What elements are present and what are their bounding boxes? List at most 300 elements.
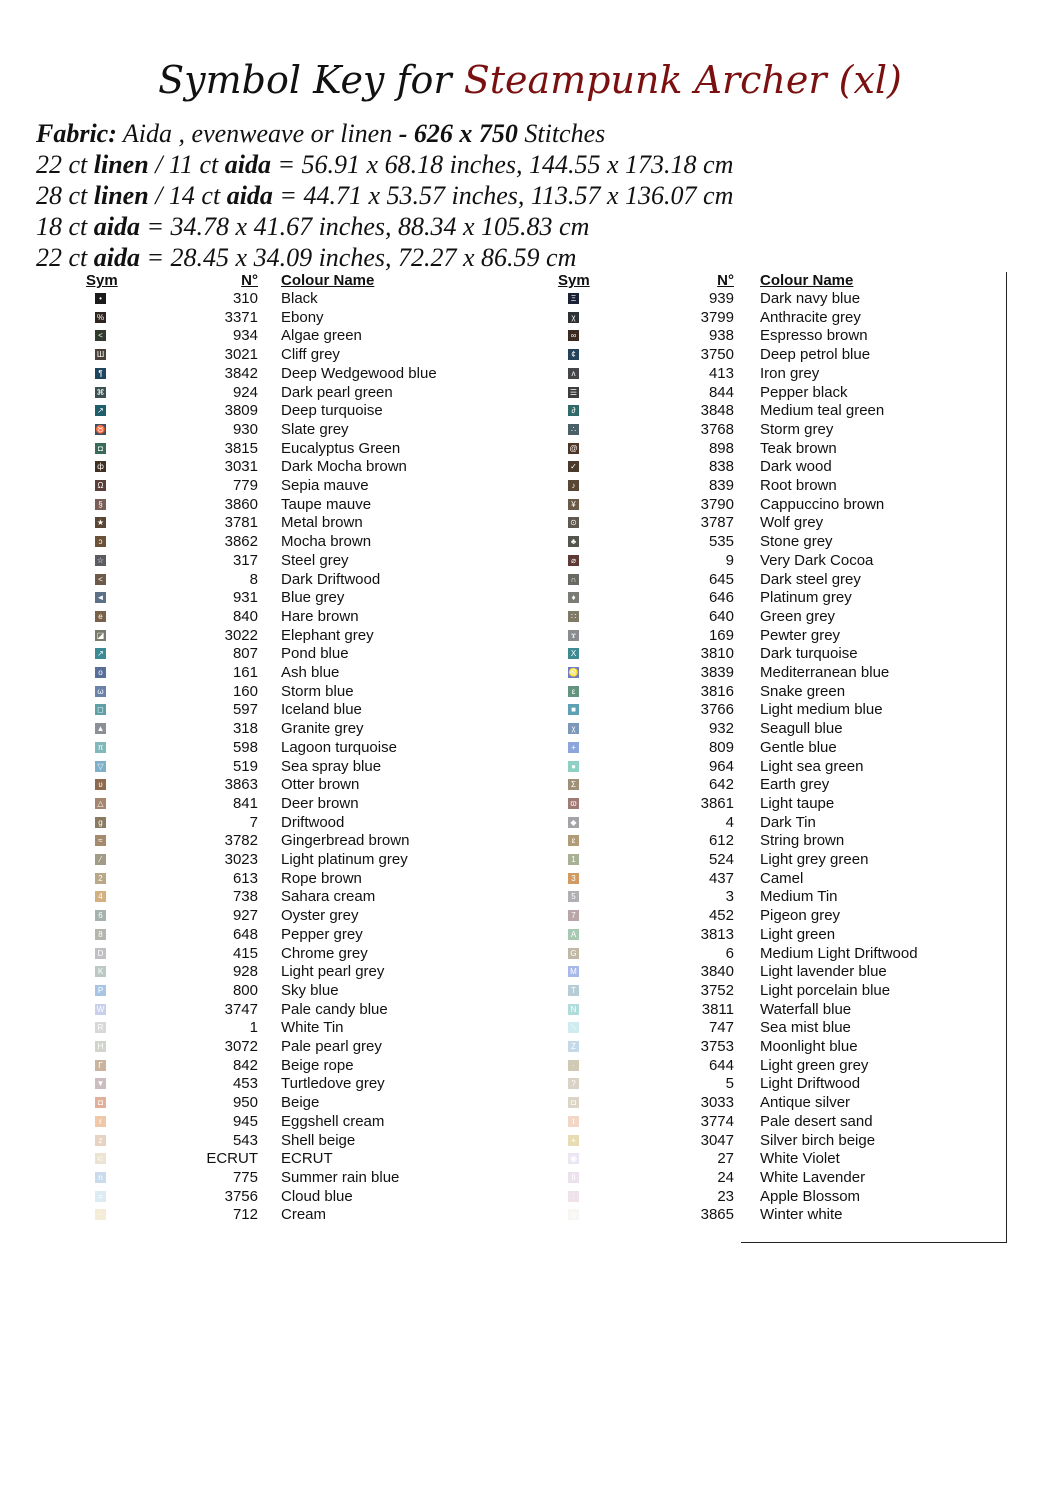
thread-number: 6 [725, 944, 734, 962]
thread-number: 738 [232, 888, 258, 906]
symbol-swatch: + [568, 1135, 579, 1146]
table-border-bottom [741, 1242, 1007, 1243]
colour-name: Pepper grey [281, 925, 363, 943]
thread-number: 640 [708, 607, 734, 625]
colour-name: Light sea green [760, 757, 864, 775]
symbol-swatch: ? [568, 1078, 579, 1089]
symbol-swatch: ¶ [95, 368, 106, 379]
symbol-swatch: ∴ [568, 424, 579, 435]
colour-name: Shell beige [281, 1131, 356, 1149]
thread-number: 5 [725, 1075, 734, 1093]
thread-number: 3031 [224, 458, 258, 476]
list-item [0, 1169, 1060, 1188]
colour-name: Cliff grey [281, 346, 340, 364]
thread-number: 310 [232, 290, 258, 307]
colour-name: Turtledove grey [281, 1075, 385, 1093]
list-item [0, 1206, 1060, 1225]
colour-name: Dark Tin [760, 813, 816, 831]
list-item [0, 384, 1060, 403]
colour-name: Oyster grey [281, 907, 359, 925]
thread-number: 598 [232, 738, 258, 756]
symbol-swatch: t [568, 1116, 579, 1127]
symbol-swatch: ★ [96, 518, 105, 528]
colour-name: White Lavender [760, 1168, 866, 1186]
symbol-swatch: ♪ [568, 480, 579, 491]
colour-name: Medium Light Driftwood [760, 944, 918, 962]
thread-number: 524 [708, 851, 734, 868]
colour-name: Pale candy blue [281, 1000, 388, 1018]
thread-number: 3865 [700, 1206, 734, 1224]
list-item [0, 608, 1060, 627]
colour-name: Light taupe [760, 794, 835, 812]
list-item [0, 1057, 1060, 1076]
thread-number: 3047 [700, 1131, 734, 1149]
page-title [0, 58, 1060, 102]
colour-name: Sea spray blue [281, 757, 382, 775]
colour-name: Dark Driftwood [281, 570, 381, 588]
symbol-swatch: ◘ [95, 443, 106, 454]
colour-name: Sky blue [281, 981, 339, 999]
size-line-22ct-linen: 22 ct linen / 11 ct aida = 56.91 x 68.18 inches, 144.55 x 173.18 cm [36, 150, 734, 179]
thread-number: 747 [708, 1019, 734, 1037]
symbol-swatch: Σ [568, 779, 579, 790]
colour-name: Camel [760, 869, 804, 887]
colour-name: Sepia mauve [281, 477, 369, 494]
thread-number: 642 [708, 776, 734, 794]
list-item [0, 870, 1060, 889]
list-item [0, 814, 1060, 833]
colour-name: ECRUT [281, 1150, 333, 1168]
list-item [0, 720, 1060, 739]
colour-name: Dark steel grey [760, 570, 861, 588]
thread-number: 779 [232, 477, 258, 494]
symbol-swatch: K [95, 966, 106, 977]
symbol-swatch: 5 [568, 891, 579, 902]
symbol-swatch: R [95, 1022, 106, 1033]
list-item [0, 440, 1060, 459]
thread-number: 3799 [700, 308, 734, 326]
symbol-swatch: ·· [95, 1209, 106, 1220]
thread-number: 3842 [224, 364, 258, 382]
symbol-swatch: z [95, 1135, 106, 1146]
colour-name: Ebony [281, 308, 324, 326]
list-item [0, 346, 1060, 365]
symbol-swatch: ɔ [95, 536, 106, 547]
colour-name: Light porcelain blue [760, 981, 891, 999]
colour-name: Silver birch beige [760, 1131, 876, 1149]
symbol-swatch: r [95, 1116, 106, 1127]
colour-name: Light green [760, 925, 836, 943]
colour-name: Pigeon grey [760, 907, 841, 925]
thread-number: 317 [232, 551, 258, 569]
thread-number: 27 [717, 1150, 734, 1168]
symbol-swatch: ≈ [95, 835, 106, 846]
symbol-swatch: ¥ [568, 499, 579, 510]
symbol-swatch: % [96, 312, 105, 322]
colour-name: Dark pearl green [281, 383, 393, 401]
colour-name: Pewter grey [760, 626, 841, 644]
thread-number: 712 [232, 1206, 258, 1224]
list-item [0, 1075, 1060, 1094]
colour-name: Cream [281, 1206, 327, 1224]
thread-number: 964 [708, 757, 734, 775]
thread-number: 3839 [700, 664, 734, 681]
thread-number: ECRUT [206, 1150, 258, 1168]
list-item [0, 982, 1060, 1001]
colour-name: Deep petrol blue [760, 346, 871, 364]
colour-name: Metal brown [281, 514, 363, 532]
colour-name: Apple Blossom [760, 1187, 861, 1205]
thread-number: 3750 [700, 346, 734, 364]
colour-name: Dark turquoise [760, 645, 858, 663]
thread-number: 3811 [701, 1000, 734, 1018]
colour-name: Taupe mauve [281, 495, 372, 513]
list-item [0, 552, 1060, 571]
symbol-swatch: ▼ [96, 1079, 105, 1089]
symbol-swatch: 3 [568, 873, 579, 884]
colour-name: Otter brown [281, 776, 360, 794]
list-item [0, 533, 1060, 552]
list-item [0, 327, 1060, 346]
colour-name: Mocha brown [281, 533, 372, 551]
thread-number: 3023 [224, 851, 258, 868]
colour-name: Storm blue [281, 682, 354, 700]
thread-number: 318 [232, 720, 258, 738]
colour-name: Hare brown [281, 607, 359, 625]
thread-number: 646 [708, 589, 734, 607]
colour-name: Light green grey [760, 1056, 869, 1074]
right-header-num: N° [717, 272, 734, 289]
pattern-name: Steampunk Archer (xl) [463, 58, 902, 102]
symbol-swatch: ● [568, 761, 579, 772]
colour-name: Light grey green [760, 851, 869, 868]
list-item [0, 683, 1060, 702]
colour-name: Seagull blue [760, 720, 843, 738]
thread-number: 648 [232, 925, 258, 943]
size-line-28ct-linen: 28 ct linen / 14 ct aida = 44.71 x 53.57 inches, 113.57 x 136.07 cm [36, 181, 734, 210]
colour-name: White Violet [760, 1150, 840, 1168]
colour-name: Snake green [760, 682, 846, 700]
size-line-18ct-aida: 18 ct aida = 34.78 x 41.67 inches, 88.34 x 105.83 cm [36, 212, 590, 241]
thread-number: 3848 [700, 402, 734, 420]
list-item [0, 945, 1060, 964]
symbol-swatch: < [95, 330, 106, 341]
symbol-swatch: H [95, 1041, 106, 1052]
symbol-swatch: π [95, 742, 106, 753]
thread-number: 934 [232, 327, 258, 345]
symbol-swatch: W [96, 1004, 105, 1014]
symbol-swatch: ♌ [568, 668, 579, 677]
colour-name: Root brown [760, 477, 837, 494]
symbol-swatch: ✓ [568, 461, 579, 472]
thread-number: 3815 [224, 439, 258, 457]
thread-number: 645 [708, 570, 734, 588]
colour-name: Earth grey [760, 776, 830, 794]
colour-name: White Tin [281, 1019, 344, 1037]
list-item [0, 851, 1060, 870]
thread-number: 939 [708, 290, 734, 307]
symbol-swatch: Ω [95, 480, 106, 491]
symbol-swatch: ◪ [96, 630, 105, 640]
list-item [0, 1038, 1060, 1057]
colour-name: Lagoon turquoise [281, 738, 397, 756]
symbol-swatch: II [568, 1172, 579, 1183]
colour-name: Waterfall blue [760, 1000, 852, 1018]
symbol-swatch: ☆ [96, 555, 105, 565]
thread-number: 3022 [224, 626, 258, 644]
symbol-swatch: · [568, 1060, 579, 1071]
symbol-swatch: A [568, 929, 579, 940]
colour-name: Dark wood [760, 458, 832, 476]
thread-number: 3862 [224, 533, 258, 551]
symbol-swatch: Ш [96, 350, 105, 360]
colour-name: Medium teal green [760, 402, 885, 420]
colour-name: Blue grey [281, 589, 345, 607]
thread-number: 3766 [700, 701, 734, 719]
symbol-swatch: ε [568, 686, 579, 697]
list-item [0, 309, 1060, 328]
symbol-swatch: ϖ [568, 798, 579, 809]
symbol-swatch: ʋ [95, 779, 106, 790]
symbol-swatch: ⁚ [568, 1191, 579, 1202]
symbol-swatch: ▽ [95, 761, 106, 772]
list-item [0, 514, 1060, 533]
colour-name: Chrome grey [281, 944, 368, 962]
thread-number: 3 [725, 888, 734, 906]
colour-name: Ash blue [281, 664, 340, 681]
thread-number: 3753 [700, 1038, 734, 1055]
symbol-swatch: ⊂ [95, 1153, 106, 1164]
thread-number: 415 [232, 944, 258, 962]
thread-number: 927 [232, 907, 258, 925]
thread-number: 931 [232, 589, 258, 607]
colour-name: Deep turquoise [281, 402, 383, 420]
symbol-swatch: P [95, 985, 106, 996]
colour-name: Moonlight blue [760, 1038, 858, 1055]
symbol-swatch: ɛ [568, 835, 579, 846]
right-header-sym: Sym [558, 272, 590, 289]
symbol-swatch: χ [568, 723, 579, 734]
symbol-swatch: ▲ [96, 724, 105, 734]
symbol-swatch: ♣ [568, 536, 579, 547]
thread-number: 23 [717, 1187, 734, 1205]
list-item [0, 888, 1060, 907]
thread-number: 613 [232, 869, 258, 887]
symbol-swatch: ∂ [568, 405, 579, 416]
colour-name: Light lavender blue [760, 963, 887, 981]
list-item [0, 421, 1060, 440]
symbol-swatch: ☰ [569, 387, 578, 397]
symbol-swatch: ◄ [96, 593, 105, 603]
colour-name: Gingerbread brown [281, 832, 410, 850]
symbol-swatch: Ξ [568, 293, 579, 304]
symbol-swatch: ∷ [568, 611, 579, 622]
list-item [0, 477, 1060, 496]
colour-name: Teak brown [760, 439, 837, 457]
thread-number: 169 [708, 626, 734, 644]
thread-number: 24 [717, 1168, 734, 1186]
thread-number: 535 [708, 533, 734, 551]
symbol-swatch: ◆ [568, 817, 579, 828]
colour-name: String brown [760, 832, 845, 850]
symbol-swatch: M [568, 966, 579, 977]
colour-name: Wolf grey [760, 514, 824, 532]
thread-number: 413 [708, 364, 734, 382]
colour-name: Iceland blue [281, 701, 362, 719]
thread-number: 437 [708, 869, 734, 887]
symbol-swatch: 6 [95, 910, 106, 921]
colour-name: Beige rope [281, 1056, 354, 1074]
colour-name: Black [281, 290, 318, 307]
colour-name: Anthracite grey [760, 308, 861, 326]
list-item [0, 907, 1060, 926]
list-item [0, 290, 1060, 309]
thread-number: 807 [232, 645, 258, 663]
colour-name: Gentle blue [760, 738, 837, 756]
colour-name: Cloud blue [281, 1187, 353, 1205]
thread-number: 161 [232, 664, 258, 681]
list-item [0, 402, 1060, 421]
thread-number: 924 [232, 383, 258, 401]
thread-number: 3781 [224, 514, 258, 532]
thread-number: 160 [232, 682, 258, 700]
colour-name: Very Dark Cocoa [760, 551, 874, 569]
thread-number: 612 [708, 832, 734, 850]
symbol-swatch: ◘ [568, 1097, 579, 1108]
colour-name: Green grey [760, 607, 836, 625]
list-item [0, 1150, 1060, 1169]
list-item [0, 1113, 1060, 1132]
symbol-swatch: 1 [568, 854, 579, 865]
symbol-swatch: ⌘ [96, 387, 105, 397]
symbol-swatch: < [95, 574, 106, 585]
symbol-swatch: @ [569, 443, 578, 453]
thread-number: 9 [725, 551, 734, 569]
thread-number: 3747 [224, 1000, 258, 1018]
symbol-swatch: n [95, 1172, 106, 1183]
thread-number: 3033 [700, 1094, 734, 1112]
list-item [0, 1094, 1060, 1113]
symbol-swatch: G [568, 948, 579, 959]
colour-name: Sea mist blue [760, 1019, 851, 1037]
colour-name: Beige [281, 1094, 320, 1112]
colour-name: Pond blue [281, 645, 349, 663]
symbol-swatch: o [95, 667, 106, 678]
list-item [0, 496, 1060, 515]
list-item [0, 926, 1060, 945]
colour-name: Eggshell cream [281, 1112, 385, 1130]
symbol-swatch: Z [568, 1041, 579, 1052]
symbol-swatch: ∩ [568, 574, 579, 585]
list-item [0, 664, 1060, 683]
thread-number: 775 [232, 1168, 258, 1186]
thread-number: 838 [708, 458, 734, 476]
colour-name: Storm grey [760, 420, 834, 438]
colour-name: Winter white [760, 1206, 843, 1224]
thread-number: 8 [249, 570, 258, 588]
symbol-swatch: 8 [95, 929, 106, 940]
thread-number: 4 [725, 813, 734, 831]
list-item [0, 1188, 1060, 1207]
colour-name: Deep Wedgewood blue [281, 364, 437, 382]
list-item [0, 739, 1060, 758]
thread-number: 932 [708, 720, 734, 738]
list-item [0, 1132, 1060, 1151]
symbol-swatch: ♉ [95, 424, 106, 434]
symbol-swatch: χ [568, 312, 579, 323]
symbol-swatch: Γ [95, 1060, 106, 1071]
colour-name: Steel grey [281, 551, 349, 569]
symbol-swatch: ◎ [568, 1209, 579, 1220]
colour-name: Light pearl grey [281, 963, 385, 981]
colour-name: Platinum grey [760, 589, 852, 607]
symbol-swatch: T [568, 985, 579, 996]
colour-name: Espresso brown [760, 327, 868, 345]
thread-number: 3787 [700, 514, 734, 532]
colour-name: Medium Tin [760, 888, 838, 906]
thread-number: 898 [708, 439, 734, 457]
colour-name: Eucalyptus Green [281, 439, 401, 457]
left-header-num: N° [241, 272, 258, 289]
list-item [0, 1019, 1060, 1038]
symbol-swatch: 4 [95, 891, 106, 902]
symbol-swatch: ∞ [568, 330, 579, 341]
size-line-22ct-aida: 22 ct aida = 28.45 x 34.09 inches, 72.27 x 86.59 cm [36, 243, 577, 272]
symbol-swatch: + [568, 742, 579, 753]
symbol-swatch: ↗ [95, 648, 106, 659]
thread-number: 519 [232, 757, 258, 775]
left-header-name: Colour Name [281, 272, 375, 289]
colour-name: Light medium blue [760, 701, 883, 719]
symbol-swatch: ♦ [568, 592, 579, 603]
list-item [0, 758, 1060, 777]
colour-name: Dark navy blue [760, 290, 861, 307]
symbol-swatch: § [95, 499, 106, 510]
symbol-swatch: ⁄ [95, 854, 106, 865]
thread-number: 3768 [700, 420, 734, 438]
thread-number: 597 [232, 701, 258, 719]
title-prefix: Symbol Key for [158, 58, 452, 102]
symbol-swatch: N [568, 1004, 579, 1015]
colour-name: Driftwood [281, 813, 345, 831]
colour-name: Stone grey [760, 533, 833, 551]
symbol-swatch: ¢ [568, 349, 579, 360]
symbol-swatch: ⊙ [568, 517, 579, 528]
colour-name: Dark Mocha brown [281, 458, 407, 476]
thread-number: 3756 [224, 1187, 258, 1205]
thread-number: 945 [232, 1112, 258, 1130]
thread-number: 452 [708, 907, 734, 925]
list-item [0, 589, 1060, 608]
thread-number: 3782 [224, 832, 258, 850]
symbol-swatch: ■ [568, 704, 579, 715]
symbol-swatch: ↗ [95, 405, 106, 416]
thread-number: 1 [249, 1019, 258, 1037]
colour-name: Light Driftwood [760, 1075, 861, 1093]
colour-name: Granite grey [281, 720, 364, 738]
thread-number: 930 [232, 420, 258, 438]
symbol-swatch: ɤ [568, 630, 579, 641]
symbol-swatch: 2 [95, 873, 106, 884]
list-item [0, 365, 1060, 384]
symbol-swatch: ʌ [568, 368, 579, 379]
symbol-swatch: ◘ [95, 1097, 106, 1108]
list-item [0, 571, 1060, 590]
thread-number: 3840 [700, 963, 734, 981]
thread-number: 3774 [700, 1112, 734, 1130]
thread-number: 644 [708, 1056, 734, 1074]
thread-number: 839 [708, 477, 734, 494]
